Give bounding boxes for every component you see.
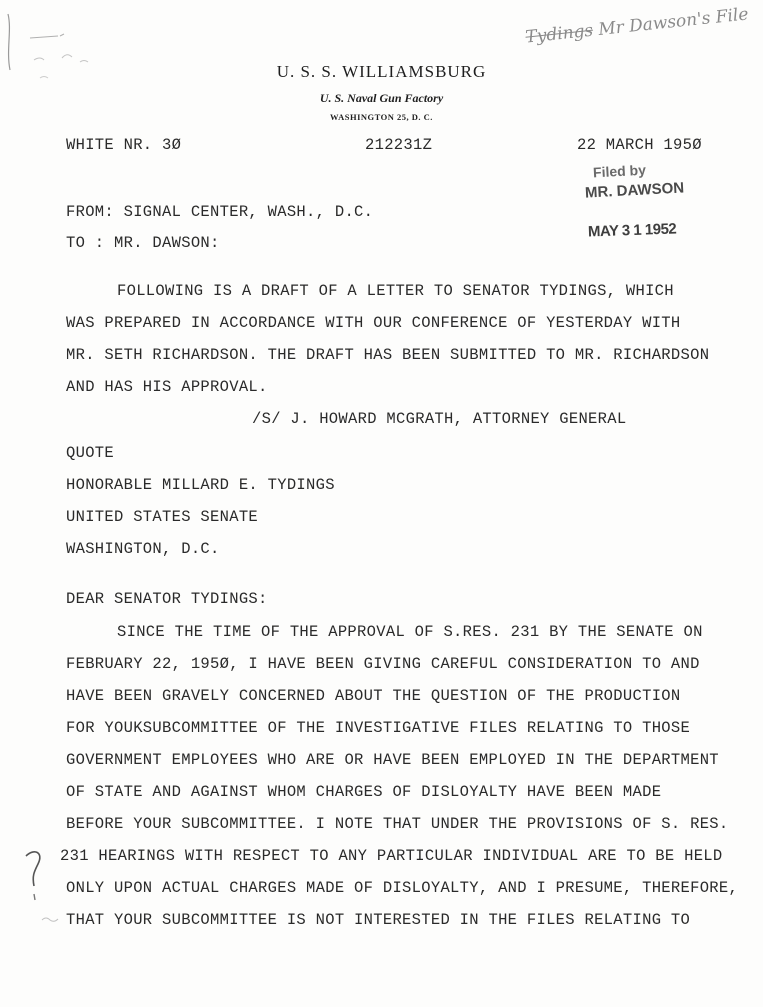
margin-smudge	[40, 912, 60, 926]
body-line: 231 HEARINGS WITH RESPECT TO ANY PARTICULAR INDIVIDUAL ARE TO BE HELD	[60, 847, 723, 865]
to-line: TO : MR. DAWSON:	[66, 234, 220, 252]
margin-question-mark	[20, 846, 50, 906]
body-line: FOR YOUKSUBCOMMITTEE OF THE INVESTIGATIVE FILES RELATING TO THOSE	[66, 719, 691, 737]
pencil-marks	[0, 10, 110, 100]
filed-date-stamp: MAY 3 1 1952	[587, 220, 677, 241]
letterhead-factory: U. S. Naval Gun Factory	[319, 91, 444, 105]
body-line: ONLY UPON ACTUAL CHARGES MADE OF DISLOYALTY, AND I PRESUME, THEREFORE,	[66, 879, 739, 897]
handwritten-file-note	[525, 4, 750, 47]
intro-line: FOLLOWING IS A DRAFT OF A LETTER TO SENATOR TYDINGS, WHICH	[117, 282, 674, 300]
body-line: GOVERNMENT EMPLOYEES WHO ARE OR HAVE BEEN EMPLOYED IN THE DEPARTMENT	[66, 751, 719, 769]
body-line: THAT YOUR SUBCOMMITTEE IS NOT INTERESTED IN THE FILES RELATING TO	[66, 911, 691, 929]
file-note-text: Mr Dawson's File	[597, 4, 750, 40]
addressee-line: UNITED STATES SENATE	[66, 508, 259, 526]
body-line: OF STATE AND AGAINST WHOM CHARGES OF DISLOYALTY HAVE BEEN MADE	[66, 783, 662, 801]
body-line: FEBRUARY 22, 195Ø, I HAVE BEEN GIVING CAREFUL CONSIDERATION TO AND	[66, 655, 700, 673]
signature-line: /S/ J. HOWARD MCGRATH, ATTORNEY GENERAL	[252, 410, 627, 428]
body-line: HAVE BEEN GRAVELY CONCERNED ABOUT THE QUESTION OF THE PRODUCTION	[66, 687, 681, 705]
salutation: DEAR SENATOR TYDINGS:	[66, 590, 268, 608]
intro-line: WAS PREPARED IN ACCORDANCE WITH OUR CONFERENCE OF YESTERDAY WITH	[66, 314, 681, 332]
struck-word: Tydings	[524, 20, 595, 48]
body-line: SINCE THE TIME OF THE APPROVAL OF S.RES. 231 BY THE SENATE ON	[117, 623, 703, 641]
date-time-group: 212231Z	[365, 136, 433, 154]
letterhead-address: WASHINGTON 25, D. C.	[330, 112, 433, 122]
white-number: WHITE NR. 3Ø	[66, 136, 182, 154]
intro-line: AND HAS HIS APPROVAL.	[66, 378, 268, 396]
quote-marker: QUOTE	[66, 444, 115, 462]
filed-name-stamp: MR. DAWSON	[584, 179, 685, 202]
addressee-line: HONORABLE MILLARD E. TYDINGS	[66, 476, 335, 494]
intro-line: MR. SETH RICHARDSON. THE DRAFT HAS BEEN SUBMITTED TO MR. RICHARDSON	[66, 346, 710, 364]
addressee-line: WASHINGTON, D.C.	[66, 540, 220, 558]
body-line: BEFORE YOUR SUBCOMMITTEE. I NOTE THAT UNDER THE PROVISIONS OF S. RES.	[66, 815, 729, 833]
letterhead-ship: U. S. S. WILLIAMSBURG	[276, 62, 487, 81]
message-date: 22 MARCH 195Ø	[577, 136, 702, 154]
filed-by-stamp: Filed by	[592, 161, 647, 181]
from-line: FROM: SIGNAL CENTER, WASH., D.C.	[66, 203, 374, 221]
